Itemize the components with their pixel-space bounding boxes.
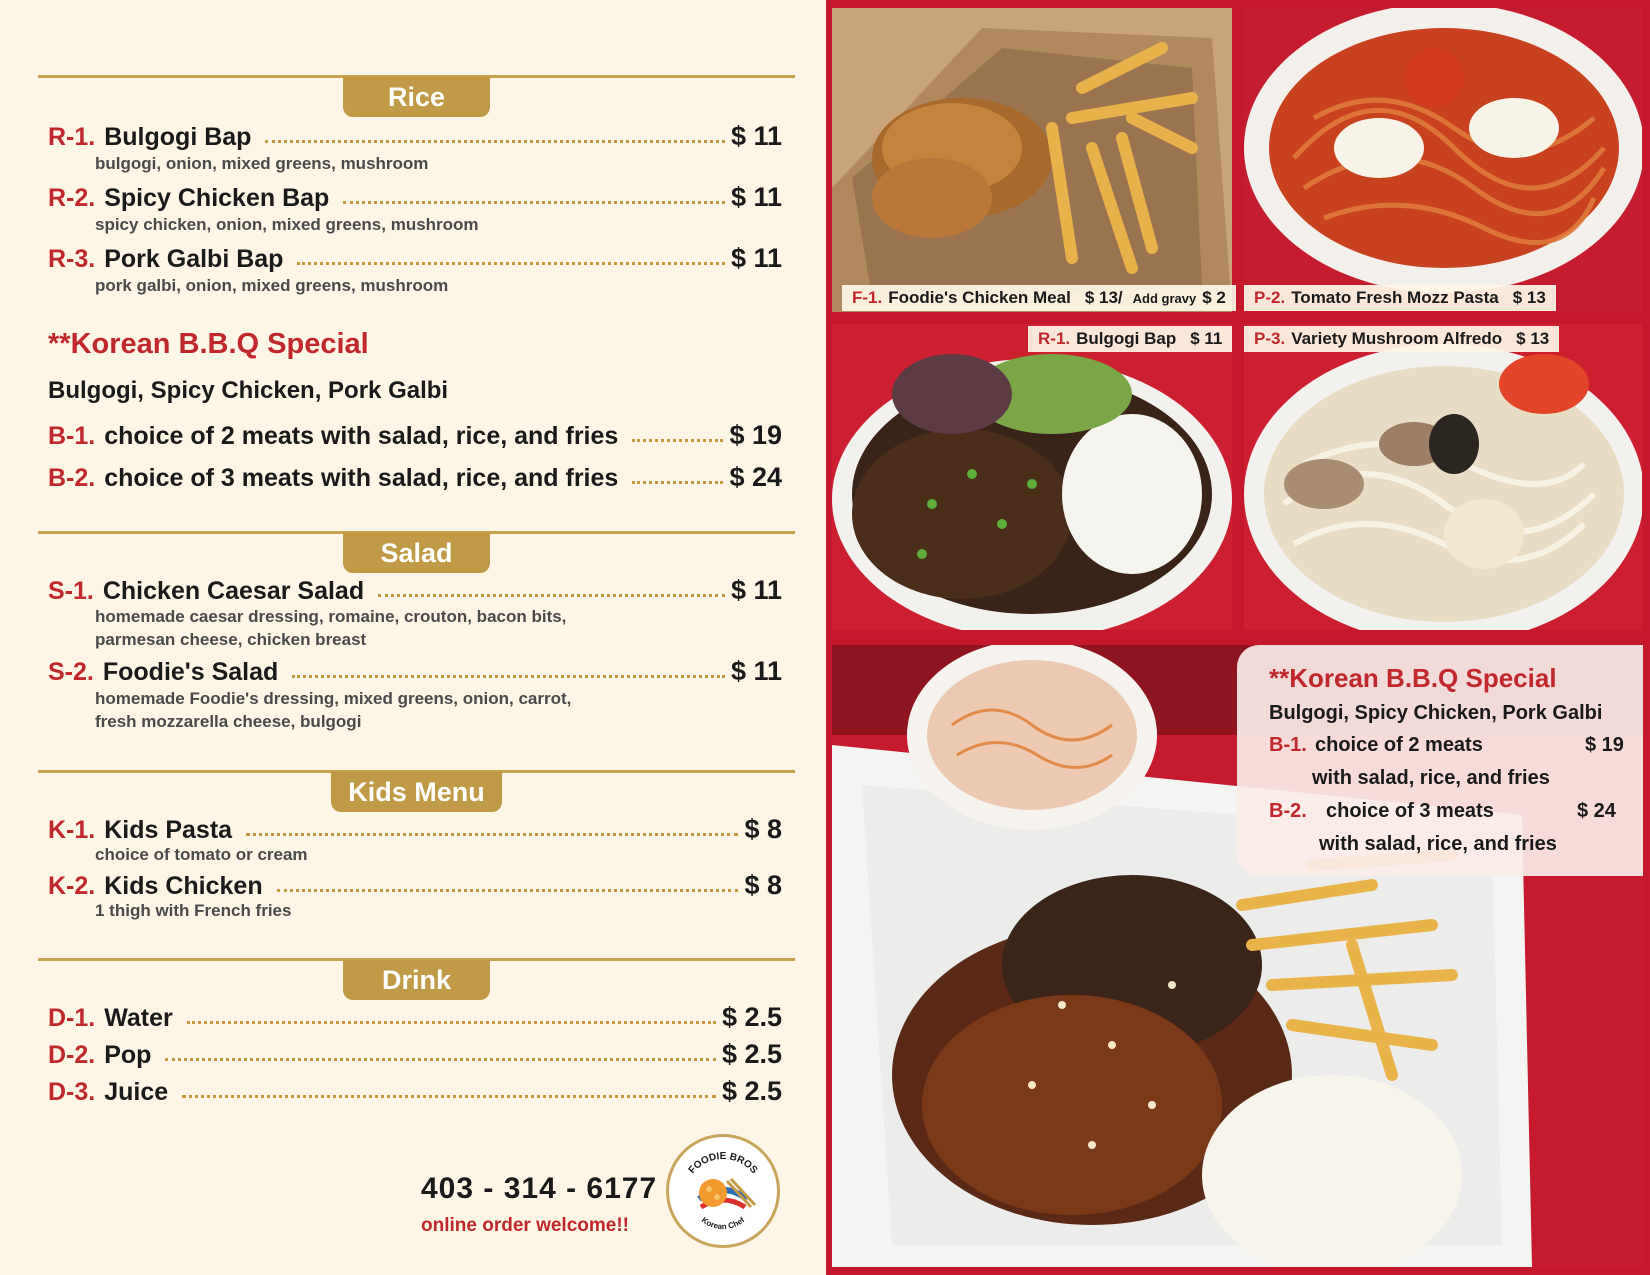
- item-description: 1 thigh with French fries: [95, 901, 292, 920]
- dot-leader: [632, 439, 723, 442]
- item-price: $ 8: [744, 870, 782, 900]
- caption-p2: [1244, 285, 1556, 311]
- item-code: K-1.: [48, 816, 96, 844]
- caption-price: $ 13: [1512, 288, 1546, 307]
- section-title-salad: Salad: [343, 533, 490, 573]
- item-price: $ 2.5: [721, 1076, 782, 1106]
- overlay-b1-line2: with salad, rice, and fries: [1312, 767, 1550, 789]
- caption-code: P-2.: [1254, 288, 1286, 307]
- menu-item-b1: [48, 417, 782, 451]
- caption-name: Variety Mushroom Alfredo: [1291, 329, 1503, 348]
- menu-item-s2: [48, 653, 782, 687]
- item-description: spicy chicken, onion, mixed greens, mushroom: [95, 215, 479, 234]
- item-name: Water: [104, 1004, 173, 1032]
- overlay-special-meats: Bulgogi, Spicy Chicken, Pork Galbi: [1269, 702, 1603, 724]
- caption-name: Foodie's Chicken Meal: [888, 288, 1071, 307]
- caption-price: $ 11: [1190, 329, 1223, 348]
- bbq-special-title: **Korean B.B.Q Special: [48, 328, 369, 360]
- item-name: Bulgogi Bap: [104, 123, 252, 151]
- item-code: D-2.: [48, 1041, 96, 1069]
- menu-item-k2: [48, 867, 782, 901]
- dot-leader: [343, 201, 725, 204]
- caption-p3: [1244, 326, 1559, 352]
- item-code: B-1.: [48, 422, 96, 450]
- dot-leader: [246, 833, 738, 836]
- item-name: choice of 2 meats with salad, rice, and fries: [104, 422, 619, 450]
- bulgogi-bap-image: [832, 324, 1232, 630]
- overlay-special-title: **Korean B.B.Q Special: [1269, 663, 1557, 693]
- item-description: pork galbi, onion, mixed greens, mushroom: [95, 276, 449, 295]
- item-description-line: homemade Foodie's dressing, mixed greens, onion, carrot,: [95, 689, 572, 708]
- photo-chicken-meal: [832, 8, 1232, 312]
- online-order-note: online order welcome!!: [421, 1215, 629, 1236]
- overlay-b1-code: B-1.: [1269, 734, 1307, 756]
- caption-name: Bulgogi Bap: [1076, 329, 1177, 348]
- overlay-b2-line1: choice of 3 meats: [1326, 800, 1494, 822]
- menu-item-r3: [48, 240, 782, 274]
- item-description: [95, 605, 566, 651]
- item-price: $ 11: [730, 656, 782, 686]
- item-name: Spicy Chicken Bap: [104, 184, 330, 212]
- svg-text:Korean Chef: [700, 1215, 747, 1231]
- item-description-line: homemade caesar dressing, romaine, crouton, bacon bits,: [95, 607, 567, 626]
- overlay-b2-price: $ 24: [1577, 800, 1616, 822]
- item-name: Pop: [104, 1041, 152, 1069]
- brand-logo: [666, 1134, 780, 1248]
- item-price: $ 19: [729, 420, 782, 450]
- special-overlay: [1237, 645, 1643, 876]
- dot-leader: [187, 1021, 716, 1024]
- dot-leader: [165, 1058, 715, 1061]
- photo-tomato-pasta: [1244, 8, 1642, 312]
- menu-item-k1: [48, 811, 782, 845]
- phone-number[interactable]: 403 - 314 - 6177: [421, 1172, 658, 1205]
- dot-leader: [297, 262, 724, 265]
- menu-item-r2: [48, 179, 782, 213]
- item-code: K-2.: [48, 872, 96, 900]
- menu-item-d3: [48, 1073, 782, 1107]
- dot-leader: [378, 594, 725, 597]
- menu-item-b2: [48, 459, 782, 493]
- section-title-kids: Kids Menu: [331, 772, 502, 812]
- photo-mushroom-alfredo: [1244, 324, 1642, 630]
- item-name: Juice: [104, 1078, 169, 1106]
- overlay-b1-price: $ 19: [1585, 734, 1624, 756]
- caption-code: F-1.: [852, 288, 883, 307]
- dot-leader: [265, 140, 724, 143]
- item-description-line: parmesan cheese, chicken breast: [95, 630, 367, 649]
- item-name: Pork Galbi Bap: [104, 245, 284, 273]
- caption-code: P-3.: [1254, 329, 1286, 348]
- logo-graphic: [669, 1137, 777, 1245]
- item-price: $ 2.5: [721, 1039, 782, 1069]
- overlay-b2-code: B-2.: [1269, 800, 1307, 822]
- photo-bulgogi-bap: [832, 324, 1232, 630]
- caption-r1: [1028, 326, 1232, 352]
- item-description: bulgogi, onion, mixed greens, mushroom: [95, 154, 429, 173]
- section-title-drink: Drink: [343, 960, 490, 1000]
- logo-brand-text: FOODIE BROS: [686, 1150, 760, 1176]
- item-price: $ 11: [730, 182, 782, 212]
- bbq-special-meats: Bulgogi, Spicy Chicken, Pork Galbi: [48, 377, 449, 404]
- overlay-b2-line2: with salad, rice, and fries: [1319, 833, 1557, 855]
- chicken-meal-image: [832, 8, 1232, 312]
- caption-f1: [842, 285, 1236, 311]
- item-name: Chicken Caesar Salad: [102, 577, 365, 605]
- mushroom-alfredo-image: [1244, 324, 1642, 630]
- menu-item-d1: [48, 999, 782, 1033]
- section-title-rice: Rice: [343, 77, 490, 117]
- caption-extra-price: $ 2: [1202, 288, 1226, 307]
- dot-leader: [182, 1095, 716, 1098]
- svg-text:FOODIE BROS: [687, 1151, 760, 1176]
- item-price: $ 11: [730, 575, 782, 605]
- item-price: $ 2.5: [721, 1002, 782, 1032]
- item-code: R-2.: [48, 184, 96, 212]
- caption-code: R-1.: [1038, 329, 1071, 348]
- caption-extra: Add gravy: [1132, 290, 1197, 306]
- menu-item-s1: [48, 572, 782, 606]
- overlay-b1-line1: choice of 2 meats: [1315, 734, 1483, 756]
- item-name: Kids Chicken: [104, 872, 263, 900]
- caption-price: $ 13: [1516, 329, 1550, 348]
- item-name: choice of 3 meats with salad, rice, and fries: [104, 464, 619, 492]
- item-name: Kids Pasta: [104, 816, 233, 844]
- item-description: choice of tomato or cream: [95, 845, 308, 864]
- caption-price: $ 13/: [1084, 288, 1123, 307]
- item-price: $ 8: [744, 814, 782, 844]
- dot-leader: [632, 481, 723, 484]
- item-name: Foodie's Salad: [102, 658, 279, 686]
- item-description: [95, 687, 571, 733]
- item-code: R-3.: [48, 245, 96, 273]
- item-code: S-1.: [48, 577, 94, 605]
- item-code: B-2.: [48, 464, 96, 492]
- item-description-line: fresh mozzarella cheese, bulgogi: [95, 712, 362, 731]
- item-code: D-1.: [48, 1004, 96, 1032]
- menu-item-d2: [48, 1036, 782, 1070]
- item-price: $ 24: [729, 462, 782, 492]
- menu-item-r1: [48, 118, 782, 152]
- item-price: $ 11: [730, 121, 782, 151]
- item-code: R-1.: [48, 123, 96, 151]
- item-code: S-2.: [48, 658, 94, 686]
- item-price: $ 11: [730, 243, 782, 273]
- tomato-pasta-image: [1244, 8, 1642, 312]
- logo-tagline-text: Korean Chef: [699, 1215, 747, 1232]
- dot-leader: [277, 889, 739, 892]
- dot-leader: [292, 675, 725, 678]
- item-code: D-3.: [48, 1078, 96, 1106]
- caption-name: Tomato Fresh Mozz Pasta: [1291, 288, 1499, 307]
